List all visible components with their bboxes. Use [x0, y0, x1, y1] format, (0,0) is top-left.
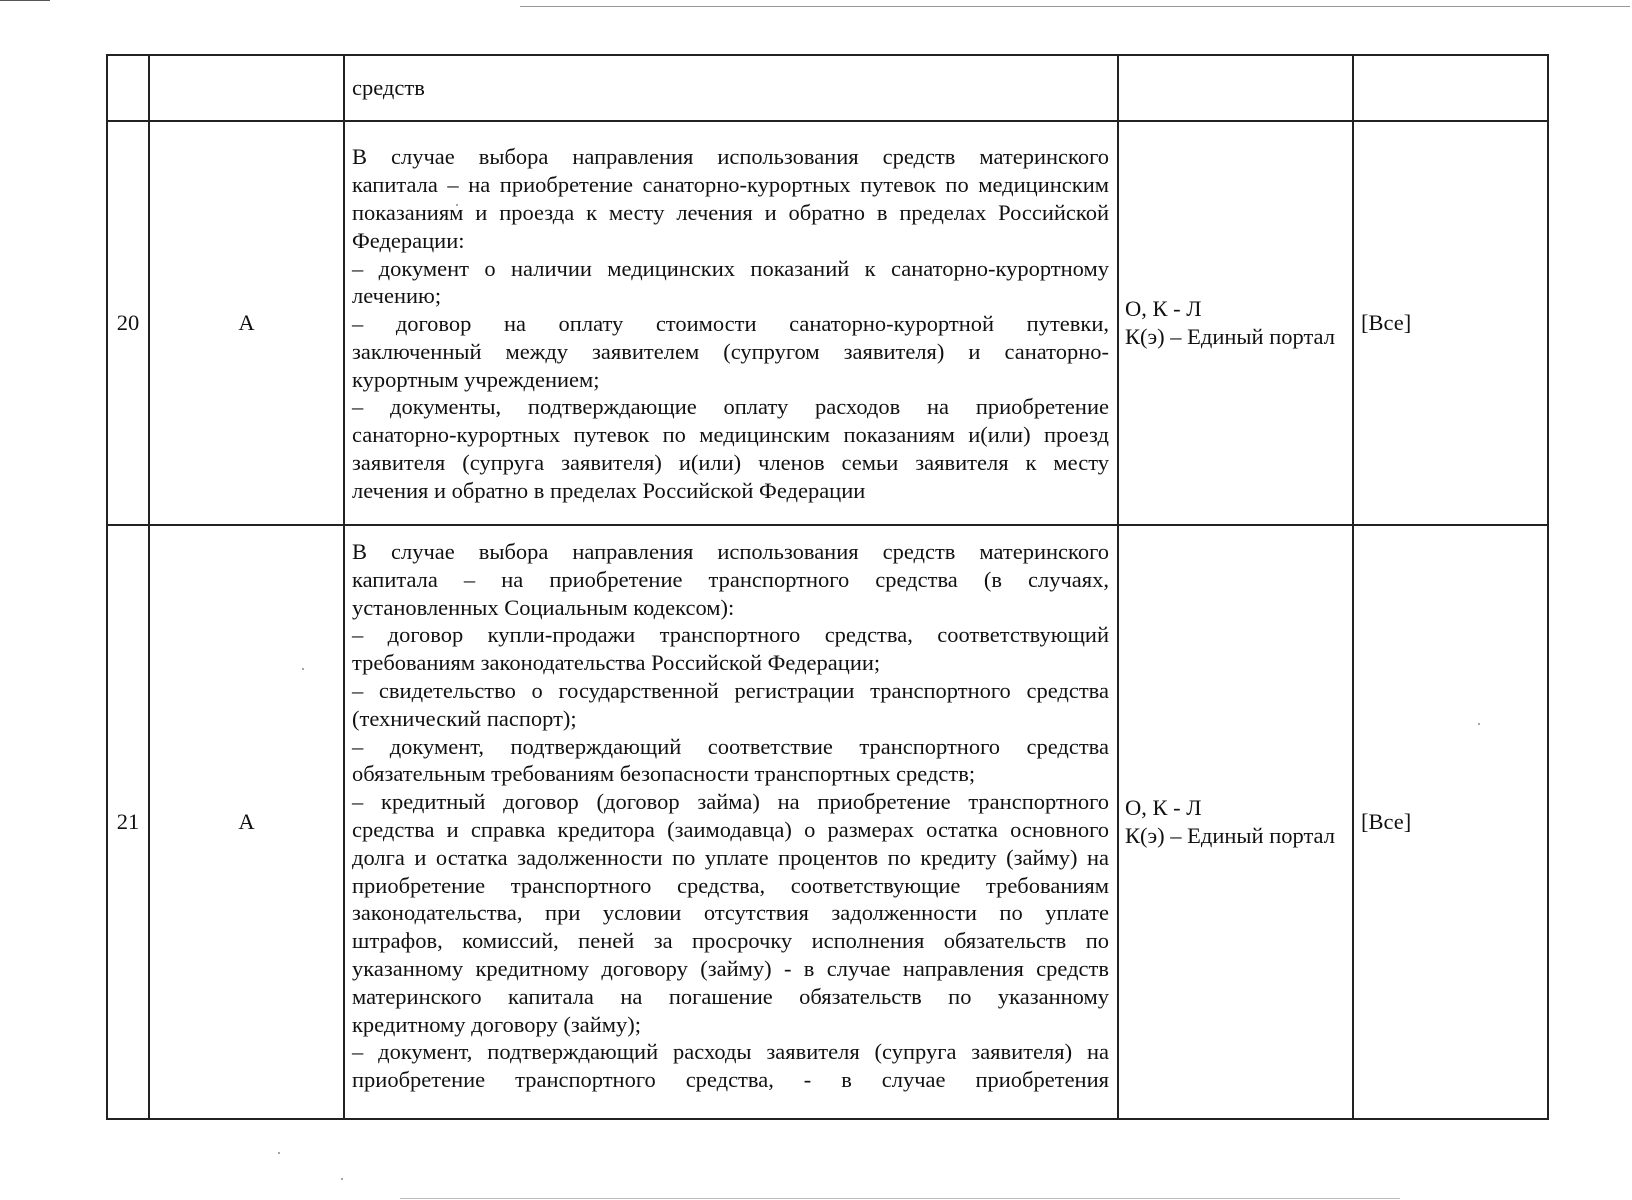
text-line: – кредитный договор (договор займа) на приобретение транспортного	[352, 789, 1109, 815]
form-line: К(э) – Единый портал	[1125, 823, 1335, 848]
document-list-cell	[344, 55, 1118, 121]
submission-form-cell	[1118, 55, 1353, 121]
row-code-cell: А	[149, 525, 344, 1119]
text-line: – документы, подтверждающие оплату расходов на приобретение	[352, 394, 1109, 420]
text-line: показаниям и проезда к месту лечения и обратно в пределах Российской	[352, 199, 1109, 225]
text-line: лечению;	[352, 283, 442, 309]
text-line: указанному кредитному договору (займу) - в случае направления средств	[352, 955, 1109, 981]
table-row	[107, 525, 1548, 1119]
text-line: – свидетельство о государственной регистрации транспортного средства	[352, 677, 1109, 703]
document-list-cell	[344, 121, 1118, 525]
text-line: заключенный между заявителем (супругом заявителя) и санаторно-	[352, 338, 1109, 364]
row-code-cell	[149, 55, 344, 121]
scope-cell: [Все]	[1353, 121, 1548, 525]
text-line: законодательства, при условии отсутствия задолженности по уплате	[352, 900, 1109, 926]
scan-edge-line	[400, 1198, 1400, 1199]
form-line: О, К - Л	[1125, 795, 1202, 821]
scan-speck	[278, 1152, 280, 1154]
text-line: В случае выбора направления использования средств материнского	[352, 539, 1109, 564]
text-line: – документ, подтверждающий расходы заявителя (супруга заявителя) на	[352, 1039, 1109, 1065]
text-line: материнского капитала на погашение обязательств по указанному	[352, 983, 1109, 1009]
text-line: – документ, подтверждающий соответствие транспортного средства	[352, 733, 1109, 759]
text-line: – документ о наличии медицинских показаний к санаторно-курортному	[352, 255, 1109, 281]
scope-cell: [Все]	[1353, 525, 1548, 1119]
text-line: курортным учреждением;	[352, 366, 600, 392]
form-line: О, К - Л	[1125, 296, 1202, 322]
row-code-cell: А	[149, 121, 344, 525]
form-line: К(э) – Единый портал	[1125, 324, 1335, 349]
scan-edge-line	[0, 0, 50, 1]
text-line: капитала – на приобретение транспортного средства (в случаях,	[352, 566, 1109, 592]
text-line: В случае выбора направления использования средств материнского	[352, 144, 1109, 170]
row-number-cell	[107, 55, 149, 121]
text-line: средства и справка кредитора (заимодавца) о размерах остатка основного	[352, 816, 1109, 842]
table-row	[107, 121, 1548, 525]
text-line: приобретение транспортного средства, - в случае приобретения	[352, 1067, 1109, 1093]
document-list-cell	[344, 525, 1118, 1119]
submission-form-cell	[1118, 121, 1353, 525]
row-number-cell: 21	[107, 525, 149, 1119]
text-line: капитала – на приобретение санаторно-курортных путевок по медицинским	[352, 172, 1109, 198]
text-line: установленных Социальным кодексом):	[352, 594, 735, 620]
submission-form-cell	[1118, 525, 1353, 1119]
row-number-cell: 20	[107, 121, 149, 525]
text-line: – договор на оплату стоимости санаторно-курортной путевки,	[352, 311, 1109, 337]
text-line: долга и остатка задолженности по уплате процентов по кредиту (займу) на	[352, 844, 1109, 870]
text-line: Федерации:	[352, 227, 465, 253]
scan-edge-line	[520, 6, 1630, 7]
text-line: средств	[352, 74, 425, 100]
text-line: штрафов, комиссий, пеней за просрочку исполнения обязательств по	[352, 928, 1109, 954]
scan-speck	[341, 1178, 343, 1180]
table-row	[107, 55, 1548, 121]
text-line: обязательным требованиям безопасности транспортных средств;	[352, 761, 976, 787]
text-line: санаторно-курортных путевок по медицинским показаниям и(или) проезд	[352, 422, 1109, 448]
text-line: кредитному договору (займу);	[352, 1011, 641, 1037]
text-line: заявителя (супруга заявителя) и(или) членов семьи заявителя к месту	[352, 450, 1109, 476]
text-line: (технический паспорт);	[352, 705, 577, 731]
document-table	[106, 54, 1549, 1120]
text-line: – договор купли-продажи транспортного средства, соответствующий	[352, 622, 1109, 648]
text-line: требованиям законодательства Российской Федерации;	[352, 650, 881, 676]
scope-cell	[1353, 55, 1548, 121]
text-line: лечения и обратно в пределах Российской Федерации	[352, 477, 866, 503]
text-line: приобретение транспортного средства, соответствующие требованиям	[352, 872, 1109, 898]
